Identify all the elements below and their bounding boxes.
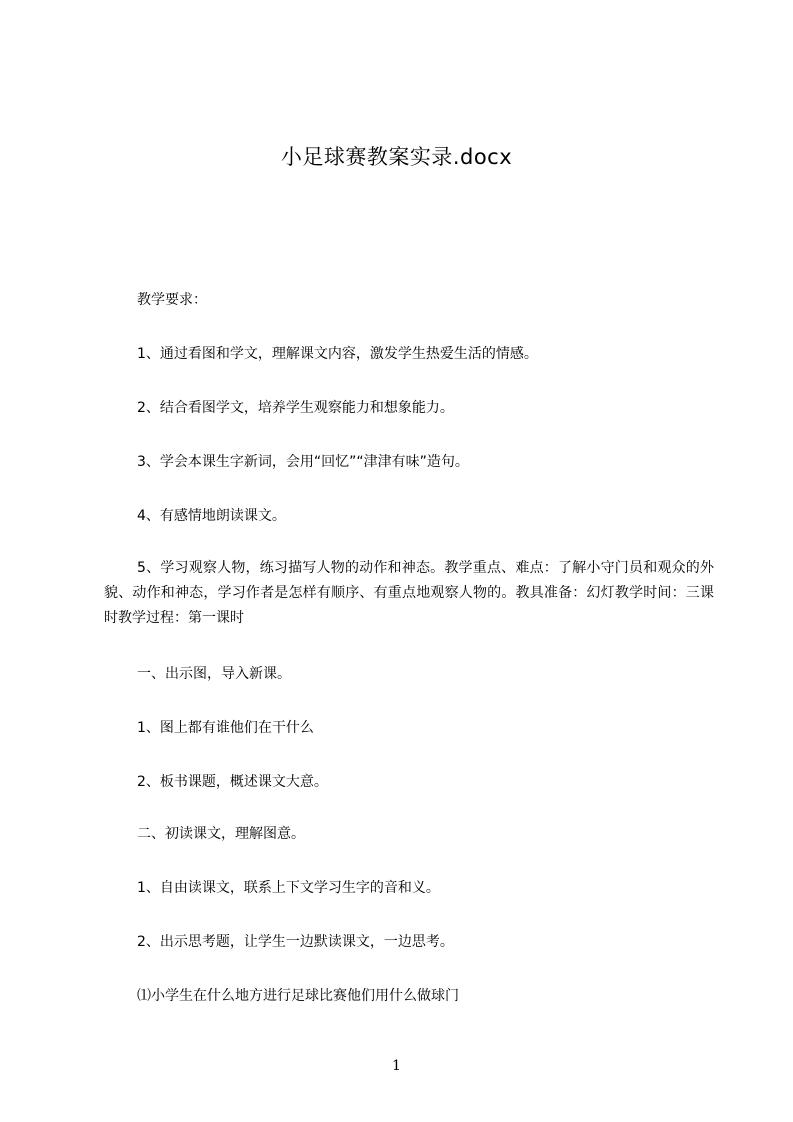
document-title: 小足球赛教案实录.docx [280, 145, 513, 169]
paragraph-item-1: 1、通过看图和学文，理解课文内容，激发学生热爱生活的情感。 [137, 346, 538, 362]
paragraph-section-2-heading: 二、初读课文，理解图意。 [137, 826, 305, 842]
paragraph-section-2-item-1: 1、自由读课文，联系上下文学习生字的音和义。 [137, 880, 440, 896]
paragraph-section-1-item-1: 1、图上都有谁他们在干什么 [137, 720, 314, 736]
page-number: 1 [392, 1058, 401, 1074]
paragraph-section-1-heading: 一、出示图，导入新课。 [137, 666, 291, 682]
paragraph-item-4: 4、有感情地朗读课文。 [137, 508, 286, 524]
paragraph-question-1: ⑴小学生在什么地方进行足球比赛他们用什么做球门 [137, 988, 459, 1004]
paragraph-item-3: 3、学会本课生字新词，会用“回忆”“津津有味”造句。 [137, 454, 469, 470]
paragraph-item-5: 5、学习观察人物，练习描写人物的动作和神态。教学重点、难点：了解小守门员和观众的外貌、动作和神态，学习作者是怎样有顺序、有重点地观察人物的。教具准备：幻灯教学时间：三课时教学过程：第一课时 [104, 560, 714, 626]
paragraph-section-1-item-2: 2、板书课题，概述课文大意。 [137, 774, 328, 790]
paragraph-item-2: 2、结合看图学文，培养学生观察能力和想象能力。 [137, 400, 454, 416]
paragraph-section-2-item-2: 2、出示思考题，让学生一边默读课文，一边思考。 [137, 934, 454, 950]
paragraph-requirements-heading: 教学要求： [137, 292, 207, 308]
